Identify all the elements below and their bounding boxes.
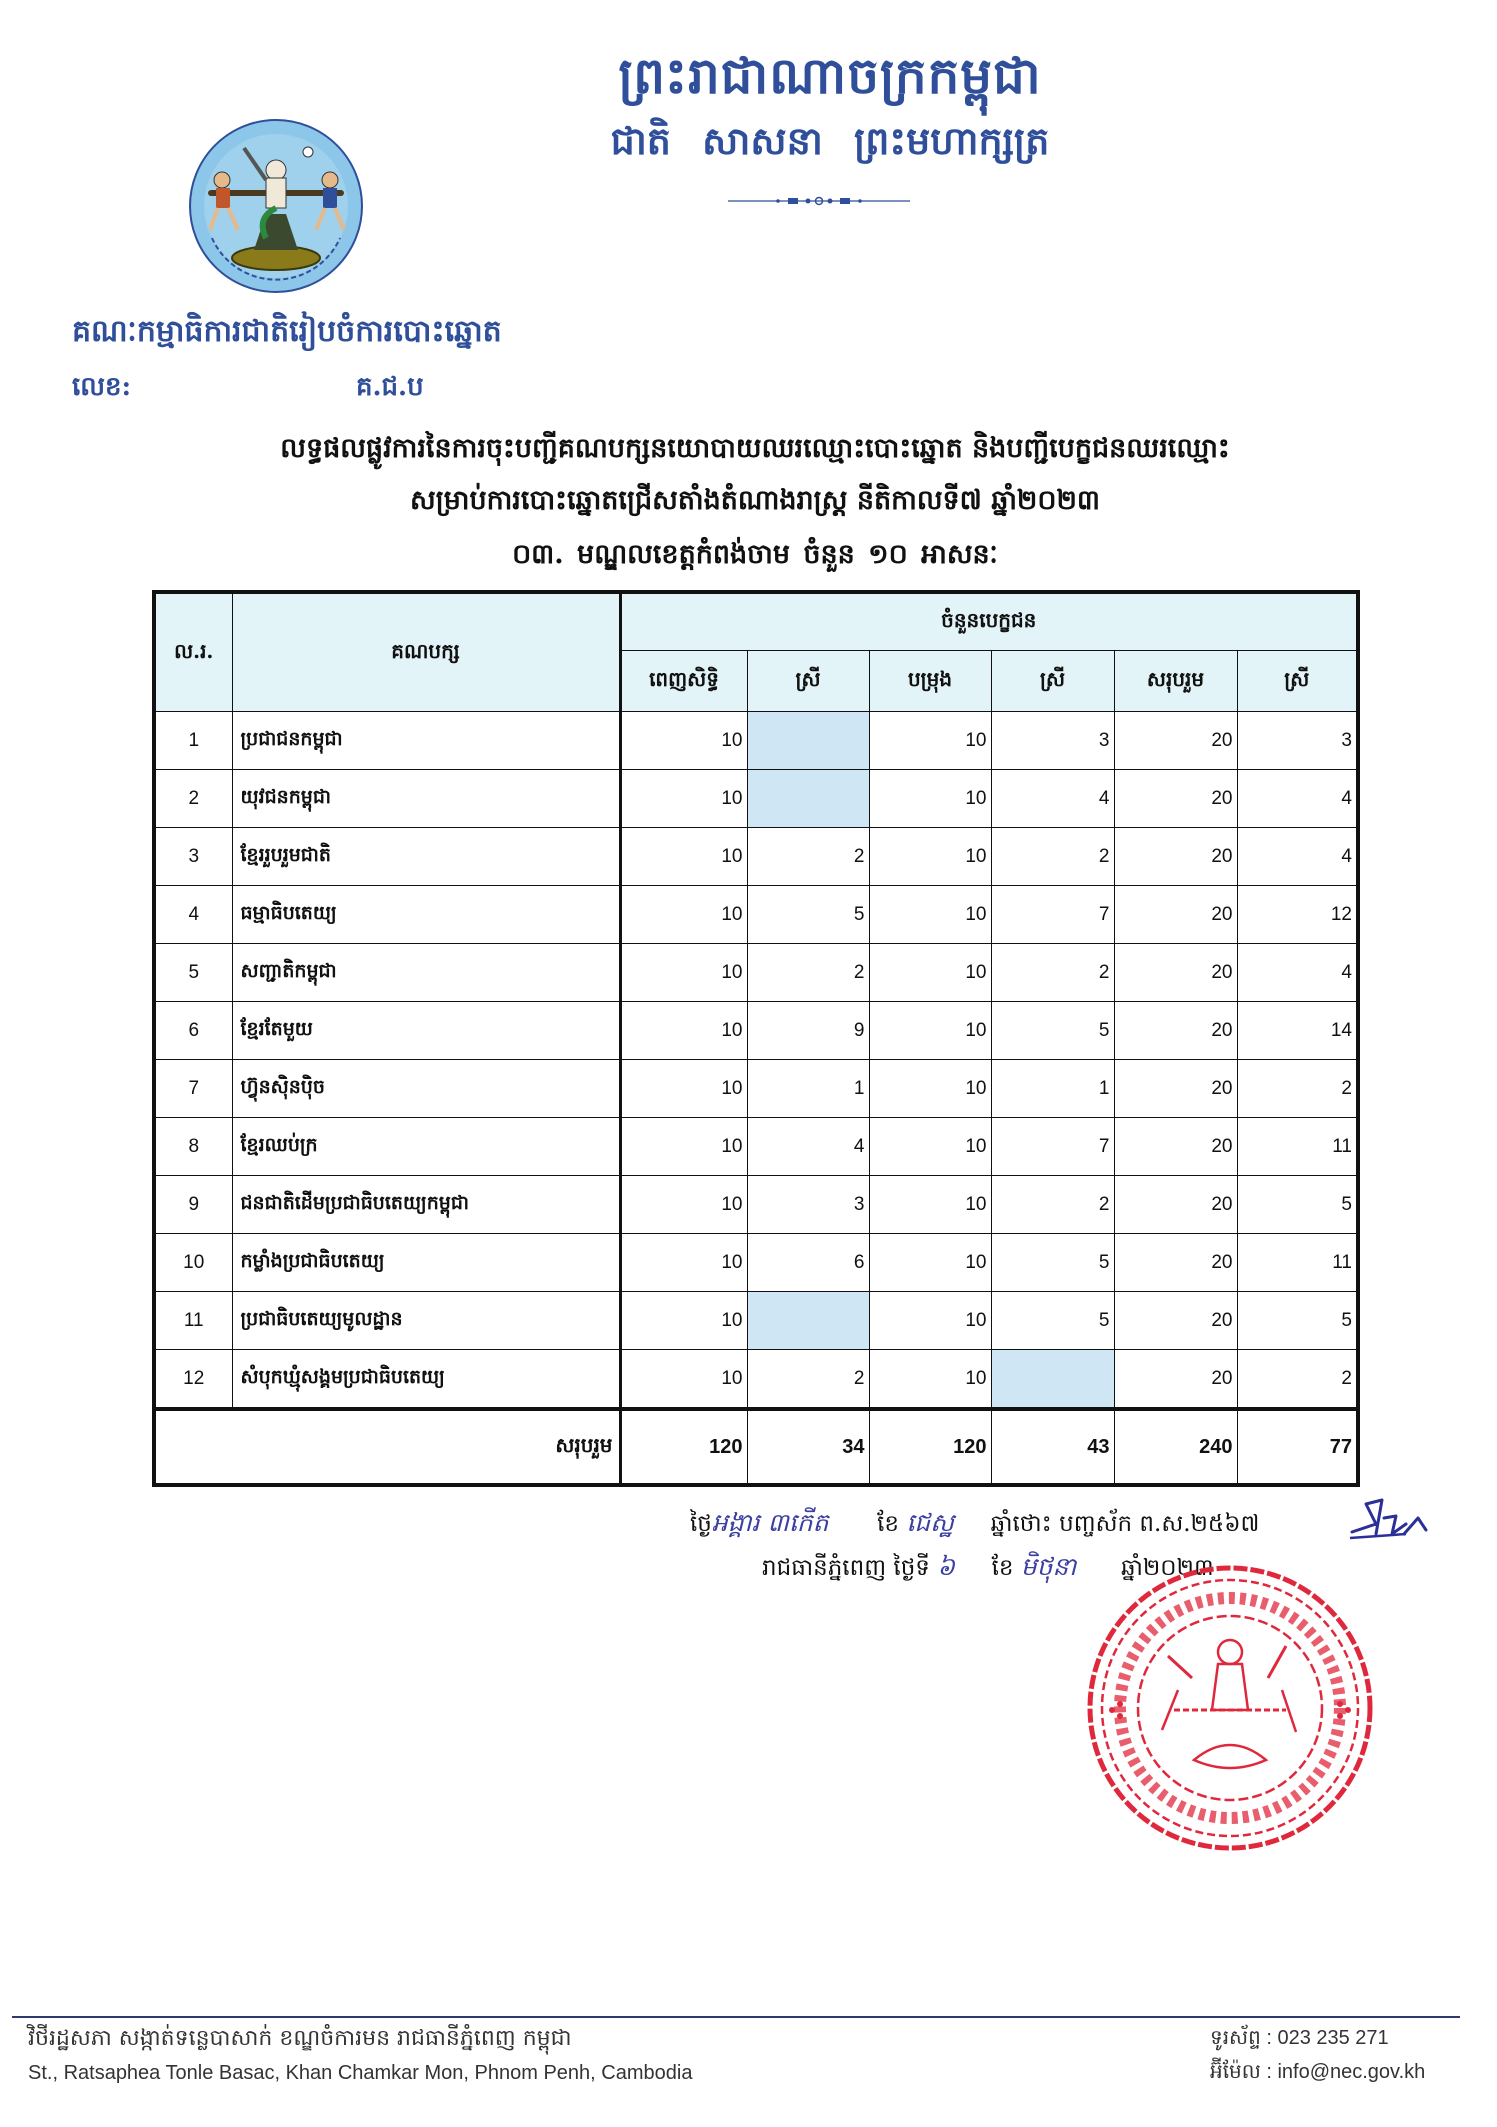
cell-female-reserve: 2 — [991, 944, 1114, 1002]
party-name: សញ្ជាតិកម្ពុជា — [232, 944, 620, 1002]
cell-female-reserve: 5 — [991, 1292, 1114, 1350]
row-number: 4 — [154, 886, 232, 944]
party-name: កម្លាំងប្រជាធិបតេយ្យ — [232, 1234, 620, 1292]
cell-female-full — [747, 712, 869, 770]
email-address: អ៊ីម៉ែល : info@nec.gov.kh — [1210, 2061, 1426, 2083]
table-row — [154, 828, 1358, 886]
cell-female-total: 2 — [1237, 1350, 1358, 1410]
header-female-full: ស្រី — [747, 651, 869, 712]
total-full-members: 120 — [620, 1409, 747, 1485]
row-number: 1 — [154, 712, 232, 770]
footer-divider — [12, 2016, 1460, 2018]
party-name: ប្រជាធិបតេយ្យមូលដ្ឋាន — [232, 1292, 620, 1350]
party-name: ខ្មែរឈប់ក្រ — [232, 1118, 620, 1176]
reference-label: លេខ: — [72, 372, 132, 402]
total-label: សរុបរួម — [154, 1409, 620, 1485]
cell-female-total: 4 — [1237, 944, 1358, 1002]
cell-grand-total: 20 — [1114, 1350, 1237, 1410]
cell-female-full: 5 — [747, 886, 869, 944]
cell-grand-total: 20 — [1114, 1002, 1237, 1060]
header-female-total: ស្រី — [1237, 651, 1358, 712]
table-row — [154, 1292, 1358, 1350]
lunar-month-label: ខែ — [877, 1511, 900, 1537]
row-number: 8 — [154, 1118, 232, 1176]
row-number: 2 — [154, 770, 232, 828]
ornament-divider-icon — [728, 196, 910, 206]
cell-reserve: 10 — [869, 1176, 991, 1234]
cell-full-members: 10 — [620, 944, 747, 1002]
table-row — [154, 944, 1358, 1002]
table-row — [154, 1002, 1358, 1060]
lunar-month-handwritten: ជេស្ឋ — [906, 1508, 954, 1537]
table-row — [154, 886, 1358, 944]
place-day-prefix: រាជធានីភ្នំពេញ ថ្ងៃទី — [762, 1555, 930, 1581]
cell-female-reserve: 5 — [991, 1234, 1114, 1292]
cell-grand-total: 20 — [1114, 1234, 1237, 1292]
cell-full-members: 10 — [620, 1350, 747, 1410]
party-name: ខ្មែររួបរួមជាតិ — [232, 828, 620, 886]
cell-female-reserve: 7 — [991, 1118, 1114, 1176]
year: ឆ្នាំ២០២៣ — [1120, 1555, 1214, 1581]
phone-number: ទូរស័ព្ទ : 023 235 271 — [1210, 2027, 1389, 2049]
cell-female-total: 5 — [1237, 1292, 1358, 1350]
month-label: ខែ — [991, 1555, 1014, 1581]
lunar-year: ឆ្នាំថោះ បញ្ចស័ក ព.ស.២៥៦៧ — [990, 1511, 1260, 1537]
cell-reserve: 10 — [869, 712, 991, 770]
cell-female-full: 2 — [747, 828, 869, 886]
lunar-date-line — [690, 1508, 1259, 1544]
cell-full-members: 10 — [620, 1176, 747, 1234]
row-number: 10 — [154, 1234, 232, 1292]
cell-reserve: 10 — [869, 886, 991, 944]
row-number: 3 — [154, 828, 232, 886]
party-name: សំបុកឃ្មុំសង្គមប្រជាធិបតេយ្យ — [232, 1350, 620, 1410]
cell-grand-total: 20 — [1114, 1176, 1237, 1234]
table-row — [154, 1176, 1358, 1234]
cell-female-reserve — [991, 1350, 1114, 1410]
header-candidates: ចំនួនបេក្ខជន — [620, 592, 1358, 651]
cell-female-total: 12 — [1237, 886, 1358, 944]
official-seal-icon — [1082, 1560, 1378, 1856]
cell-female-total: 3 — [1237, 712, 1358, 770]
total-row — [154, 1409, 1358, 1485]
cell-reserve: 10 — [869, 1060, 991, 1118]
cell-reserve: 10 — [869, 770, 991, 828]
cell-grand-total: 20 — [1114, 886, 1237, 944]
cell-full-members: 10 — [620, 1060, 747, 1118]
cell-reserve: 10 — [869, 944, 991, 1002]
row-number: 7 — [154, 1060, 232, 1118]
cell-female-reserve: 2 — [991, 1176, 1114, 1234]
total-female-full: 34 — [747, 1409, 869, 1485]
party-name: យុវជនកម្ពុជា — [232, 770, 620, 828]
table-row — [154, 1118, 1358, 1176]
cell-female-reserve: 7 — [991, 886, 1114, 944]
address-english: St., Ratsaphea Tonle Basac, Khan Chamkar Mon, Phnom Penh, Cambodia — [28, 2062, 693, 2084]
cell-reserve: 10 — [869, 828, 991, 886]
cell-grand-total: 20 — [1114, 828, 1237, 886]
row-number: 12 — [154, 1350, 232, 1410]
cell-female-full: 4 — [747, 1118, 869, 1176]
address-khmer: វិថីរដ្ឋសភា សង្កាត់ទន្លេបាសាក់ ខណ្ឌចំការមន រាជធានីភ្នំពេញ កម្ពុជា — [28, 2026, 572, 2051]
cell-female-reserve: 4 — [991, 770, 1114, 828]
cell-female-total: 11 — [1237, 1118, 1358, 1176]
table-row — [154, 1234, 1358, 1292]
cell-grand-total: 20 — [1114, 1060, 1237, 1118]
cell-female-total: 2 — [1237, 1060, 1358, 1118]
cell-full-members: 10 — [620, 886, 747, 944]
table-row — [154, 1060, 1358, 1118]
cell-reserve: 10 — [869, 1234, 991, 1292]
month-handwritten: មិថុនា — [1020, 1552, 1077, 1581]
cell-female-reserve: 2 — [991, 828, 1114, 886]
cell-full-members: 10 — [620, 1234, 747, 1292]
cell-female-total: 5 — [1237, 1176, 1358, 1234]
cell-full-members: 10 — [620, 1002, 747, 1060]
party-name: ជនជាតិដើមប្រជាធិបតេយ្យកម្ពុជា — [232, 1176, 620, 1234]
cell-female-full: 6 — [747, 1234, 869, 1292]
national-motto: ជាតិ សាសនា ព្រះមហាក្សត្រ — [610, 118, 1050, 163]
reference-value: គ.ជ.ប — [356, 372, 424, 402]
table-row — [154, 1350, 1358, 1410]
party-name: ធម្មាធិបតេយ្យ — [232, 886, 620, 944]
cell-female-full: 3 — [747, 1176, 869, 1234]
header-number: ល.រ. — [154, 592, 232, 712]
party-name: ខ្មែរតែមួយ — [232, 1002, 620, 1060]
header-party: គណបក្ស — [232, 592, 620, 712]
cell-female-full: 9 — [747, 1002, 869, 1060]
cell-grand-total: 20 — [1114, 712, 1237, 770]
table-row — [154, 712, 1358, 770]
total-female-total: 77 — [1237, 1409, 1358, 1485]
row-number: 6 — [154, 1002, 232, 1060]
cell-full-members: 10 — [620, 712, 747, 770]
row-number: 11 — [154, 1292, 232, 1350]
cell-female-full — [747, 770, 869, 828]
constituency-title: ០៣. មណ្ឌលខេត្តកំពង់ចាម ចំនួន ១០ អាសនៈ — [512, 539, 998, 570]
cell-female-reserve: 3 — [991, 712, 1114, 770]
cell-female-full — [747, 1292, 869, 1350]
cell-female-full: 1 — [747, 1060, 869, 1118]
cell-grand-total: 20 — [1114, 1292, 1237, 1350]
cell-full-members: 10 — [620, 1292, 747, 1350]
total-reserve: 120 — [869, 1409, 991, 1485]
party-name: ប្រជាជនកម្ពុជា — [232, 712, 620, 770]
lunar-day-prefix: ថ្ងៃ — [690, 1511, 712, 1537]
document-title-line-1: លទ្ធផលផ្លូវការនៃការចុះបញ្ជីគណបក្សនយោបាយឈរឈ្មោះបោះឆ្នោត និងបញ្ជីបេក្ខជនឈរឈ្មោះ — [280, 433, 1230, 464]
kingdom-heading: ព្រះរាជាណាចក្រកម្ពុជា — [618, 46, 1042, 105]
row-number: 9 — [154, 1176, 232, 1234]
signature-icon — [1346, 1494, 1430, 1546]
table-row — [154, 770, 1358, 828]
document-title-line-2: សម្រាប់ការបោះឆ្នោតជ្រើសតាំងតំណាងរាស្ត្រ នីតិកាលទី៧ ឆ្នាំ២០២៣ — [410, 485, 1100, 516]
cell-full-members: 10 — [620, 770, 747, 828]
cell-full-members: 10 — [620, 828, 747, 886]
cell-female-total: 11 — [1237, 1234, 1358, 1292]
cell-grand-total: 20 — [1114, 1118, 1237, 1176]
day-handwritten: ៦ — [937, 1552, 955, 1581]
total-female-reserve: 43 — [991, 1409, 1114, 1485]
committee-name: គណៈកម្មាធិការជាតិរៀបចំការបោះឆ្នោត — [72, 314, 502, 349]
cell-reserve: 10 — [869, 1292, 991, 1350]
header-grand-total: សរុបរួម — [1114, 651, 1237, 712]
header-reserve: បម្រុង — [869, 651, 991, 712]
cell-reserve: 10 — [869, 1350, 991, 1410]
cell-female-total: 14 — [1237, 1002, 1358, 1060]
header-full-members: ពេញសិទ្ធិ — [620, 651, 747, 712]
cell-grand-total: 20 — [1114, 770, 1237, 828]
row-number: 5 — [154, 944, 232, 1002]
cell-female-full: 2 — [747, 944, 869, 1002]
cell-female-reserve: 1 — [991, 1060, 1114, 1118]
cell-female-total: 4 — [1237, 828, 1358, 886]
cell-full-members: 10 — [620, 1118, 747, 1176]
cell-female-total: 4 — [1237, 770, 1358, 828]
cell-female-full: 2 — [747, 1350, 869, 1410]
total-grand-total: 240 — [1114, 1409, 1237, 1485]
header-female-reserve: ស្រី — [991, 651, 1114, 712]
party-name: ហ៊្វុនស៊ិនប៉ិច — [232, 1060, 620, 1118]
nec-emblem-icon — [188, 118, 364, 294]
candidate-results-table — [152, 590, 1360, 1487]
cell-female-reserve: 5 — [991, 1002, 1114, 1060]
cell-grand-total: 20 — [1114, 944, 1237, 1002]
lunar-day-handwritten: អង្គារ ៣កេីត — [711, 1508, 829, 1537]
cell-reserve: 10 — [869, 1002, 991, 1060]
cell-reserve: 10 — [869, 1118, 991, 1176]
